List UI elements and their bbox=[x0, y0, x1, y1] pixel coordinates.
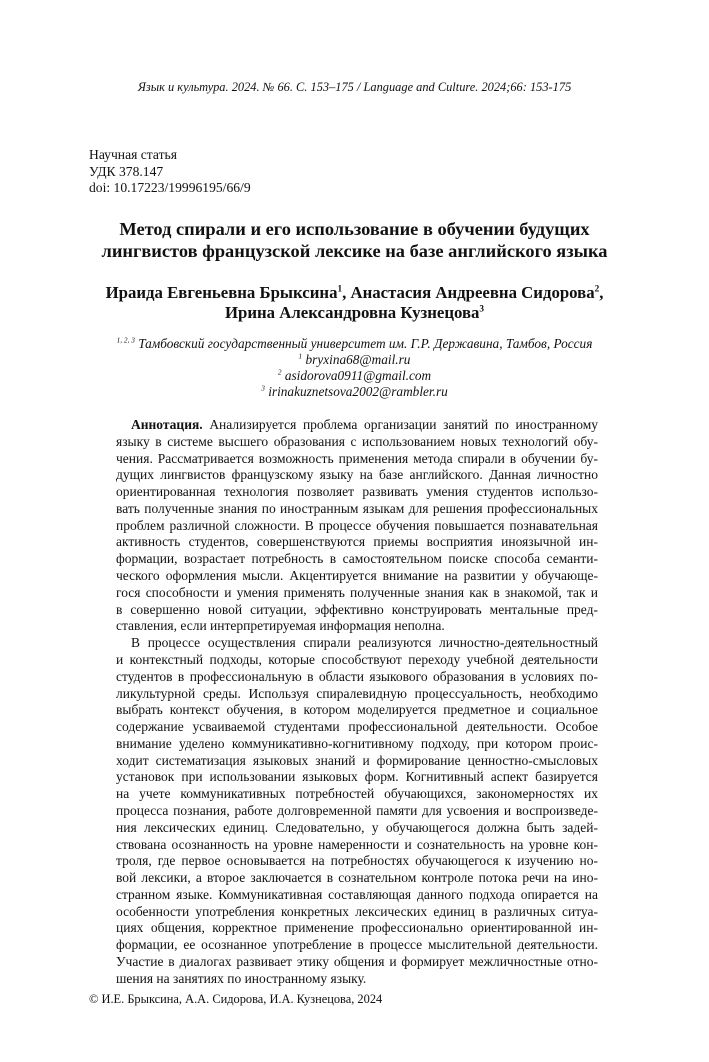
article-meta bbox=[89, 147, 251, 197]
affiliation-text: Тамбовский государственный университет им. Г.Р. Державина, Тамбов, Россия bbox=[138, 336, 593, 351]
email-line bbox=[0, 384, 709, 400]
text-line: чения. Рассматривается возможность применения метода спирали в обучении бу- bbox=[116, 450, 598, 466]
text-line: ориентированная технология позволяет развивать умения студентов использо- bbox=[116, 484, 598, 500]
text-line: внимание уделено коммуникативно-когнитивному подходу, при котором проис- bbox=[116, 735, 598, 751]
author-name: Ираида Евгеньевна Брыксина bbox=[105, 283, 338, 302]
paragraph-2 bbox=[116, 635, 598, 987]
email-link[interactable]: irinakuznetsova2002@rambler.ru bbox=[268, 384, 448, 399]
text-line: проблем различной сложности. В процессе обучения повышается познавательная bbox=[116, 517, 598, 533]
text-line: процесса познания, работе долговременной памяти для усвоения и воспроизведе- bbox=[116, 802, 598, 818]
text-line: ческого оформления мысли. Акцентируется внимание на развитии у обучающе- bbox=[116, 568, 598, 584]
text-line: активность студентов, совершенствуются приемы восприятия иноязычной ин- bbox=[116, 534, 598, 550]
email-mark: 1 bbox=[298, 351, 303, 361]
text-line: в совершенно новой ситуации, эффективно конструировать ментальные пред- bbox=[116, 601, 598, 617]
text-line: ния лексических единиц. Следовательно, у обучающегося должна быть задей- bbox=[116, 819, 598, 835]
copyright-footer: © И.Е. Брыксина, А.А. Сидорова, И.А. Кузнецова, 2024 bbox=[89, 992, 383, 1006]
article-title bbox=[0, 218, 709, 262]
text-line: гося способности и умения применять полученные знания как в знакомой, так и bbox=[116, 584, 598, 600]
text-line: ставления, если интерпретируемая информация неполна. bbox=[116, 618, 445, 634]
text-line: ликультурной среды. Используя спиралевидную процессуальность, необходимо bbox=[116, 685, 598, 701]
article-body bbox=[116, 417, 598, 988]
text-line: В процессе осуществления спирали реализуются личностно-деятельностный bbox=[131, 635, 598, 651]
email-link[interactable]: asidorova0911@gmail.com bbox=[284, 368, 432, 383]
author-list bbox=[0, 283, 709, 323]
text-line: дущих лингвистов французскому языку на базе английского. Данная личностно bbox=[116, 467, 598, 483]
affiliation-block bbox=[0, 336, 709, 400]
email-link[interactable]: bryxina68@mail.ru bbox=[305, 352, 411, 367]
abstract-first-line-text: Анализируется проблема организации занятий по иностранному bbox=[209, 417, 599, 432]
text-line: циях общения, корректное применение профессионально ориентированной ин- bbox=[116, 920, 598, 936]
text-line: формации, ее осознанное употребление в процессе мыслительной деятельности. bbox=[116, 937, 598, 953]
authors-line-1 bbox=[0, 283, 709, 303]
text-line: ходит систематизация языковых знаний и формирование ценностно-смысловых bbox=[116, 752, 598, 768]
author-separator: , bbox=[599, 283, 604, 302]
text-line: содержание усваиваемой студентами профессиональной деятельности. Особое bbox=[116, 719, 598, 735]
text-line: языку в системе высшего образования с использованием новых технологий обу- bbox=[116, 433, 598, 449]
email-mark: 3 bbox=[261, 383, 265, 393]
text-line: и контекстный подходы, которые способствуют переходу учебной деятельности bbox=[116, 651, 598, 667]
text-line: троля, где первое основывается на потребностях обучающегося к изучению но- bbox=[116, 853, 598, 869]
text-line: формации, возрастает потребность в самостоятельном поиске способа семанти- bbox=[116, 551, 598, 567]
text-line: особенности употребления конкретных лексических единиц в различных ситуа- bbox=[116, 903, 598, 919]
email-mark: 2 bbox=[277, 367, 282, 377]
text-line: выбрать контекст обучения, в котором моделируется предметное и социальное bbox=[116, 702, 598, 718]
authors-line-2 bbox=[0, 303, 709, 323]
text-line: установок при использовании языковых форм. Когнитивный аспект базируется bbox=[116, 769, 598, 785]
text-line: вать полученные знания по иностранным языкам для решения профессиональных bbox=[116, 500, 598, 516]
running-head: Язык и культура. 2024. № 66. С. 153–175 / Language and Culture. 2024;66: 153-175 bbox=[137, 80, 572, 94]
author-mark: 1 bbox=[337, 283, 343, 294]
affiliation-marks: 1, 2, 3 bbox=[116, 335, 135, 345]
text-line: на учете коммуникативных потребностей обучающихся, закономерностях их bbox=[116, 786, 598, 802]
text-line: вой лексики, а второе заключается в сознательном контроле потока речи на ино- bbox=[116, 870, 598, 886]
article-type: Научная статья bbox=[89, 147, 177, 162]
email-line bbox=[0, 368, 709, 384]
udc-code: УДК 378.147 bbox=[89, 163, 164, 179]
author-name: Ирина Александровна Кузнецова bbox=[224, 303, 480, 322]
author-name: Анастасия Андреевна Сидорова bbox=[350, 283, 595, 302]
abstract bbox=[116, 417, 598, 635]
email-line bbox=[0, 352, 709, 368]
text-line: шения на занятиях по иностранному языку. bbox=[116, 970, 367, 986]
author-mark: 2 bbox=[594, 283, 600, 294]
doi[interactable]: doi: 10.17223/19996195/66/9 bbox=[89, 180, 251, 196]
text-line: Участие в диалогах развивает этику общения и формирует межличностные отно- bbox=[116, 954, 598, 969]
text-line: студентов в профессиональную в области языкового образования в условиях по- bbox=[116, 668, 598, 684]
title-line-2: лингвистов французской лексике на базе английского языка bbox=[101, 241, 608, 261]
abstract-label: Аннотация. bbox=[131, 417, 203, 432]
title-line-1: Метод спирали и его использование в обучении будущих bbox=[119, 219, 590, 239]
affiliation bbox=[0, 336, 709, 352]
text-line: ствована осознанность на уровне намеренности и сознательность на уровне кон- bbox=[116, 836, 598, 852]
author-mark: 3 bbox=[479, 303, 485, 314]
text-line: странном языке. Коммуникативная составляющая данного подхода опирается на bbox=[116, 886, 598, 902]
abstract-first-line bbox=[116, 417, 598, 434]
author-separator: , bbox=[342, 283, 351, 302]
